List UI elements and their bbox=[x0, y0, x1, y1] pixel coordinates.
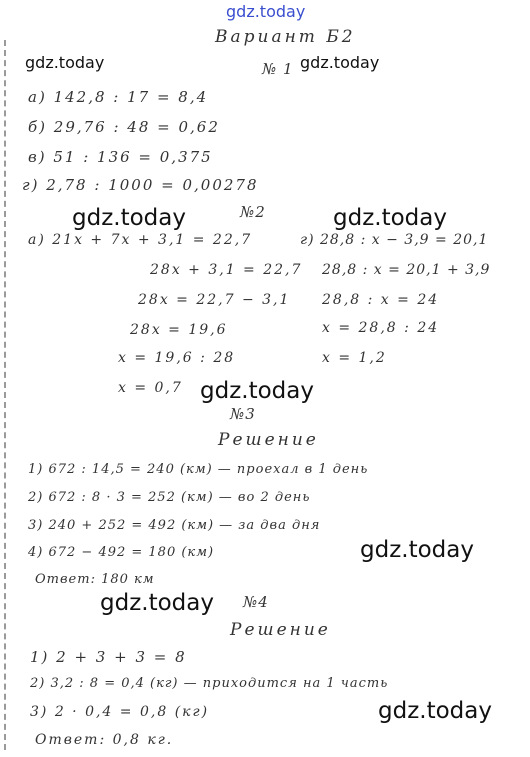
task1-line-c: в) 51 : 136 = 0,375 bbox=[28, 148, 213, 166]
task4-line-2: 2) 3,2 : 8 = 0,4 (кг) — приходится на 1 часть bbox=[30, 676, 389, 691]
task2-left-line-4: 28x = 19,6 bbox=[130, 322, 228, 338]
task3-number: №3 bbox=[230, 405, 256, 423]
watermark-4: gdz.today bbox=[333, 205, 447, 231]
task2-right-line-4: x = 28,8 : 24 bbox=[322, 320, 440, 336]
task4-heading: Решение bbox=[230, 620, 331, 640]
watermark-8: gdz.today bbox=[378, 698, 492, 724]
task3-heading: Решение bbox=[218, 430, 319, 450]
task1-line-d: г) 2,78 : 1000 = 0,00278 bbox=[22, 176, 259, 194]
task3-line-1: 1) 672 : 14,5 = 240 (км) — проехал в 1 день bbox=[28, 462, 369, 477]
task2-left-line-5: x = 19,6 : 28 bbox=[118, 350, 236, 366]
task2-right-line-5: x = 1,2 bbox=[322, 350, 387, 366]
task2-left-line-6: x = 0,7 bbox=[118, 380, 183, 396]
task4-line-3: 3) 2 · 0,4 = 0,8 (кг) bbox=[30, 704, 210, 720]
task2-left-line-2: 28x + 3,1 = 22,7 bbox=[150, 262, 303, 278]
watermark-5: gdz.today bbox=[200, 378, 314, 404]
watermark-7: gdz.today bbox=[100, 590, 214, 616]
task2-left-line-1: а) 21x + 7x + 3,1 = 22,7 bbox=[28, 232, 253, 248]
task4-answer: Ответ: 0,8 кг. bbox=[35, 732, 174, 748]
watermark-3: gdz.today bbox=[72, 205, 186, 231]
task1-number: № 1 bbox=[262, 60, 294, 78]
watermark-1: gdz.today bbox=[25, 53, 105, 72]
task2-right-line-2: 28,8 : x = 20,1 + 3,9 bbox=[322, 262, 491, 278]
watermark-top: gdz.today bbox=[226, 2, 306, 21]
task2-number: №2 bbox=[240, 203, 266, 221]
task3-line-3: 3) 240 + 252 = 492 (км) — за два дня bbox=[28, 518, 321, 533]
task2-right-line-1: г) 28,8 : x − 3,9 = 20,1 bbox=[300, 232, 489, 248]
watermark-2: gdz.today bbox=[300, 53, 380, 72]
watermark-6: gdz.today bbox=[360, 537, 474, 563]
task4-line-1: 1) 2 + 3 + 3 = 8 bbox=[30, 648, 187, 666]
task2-right-line-3: 28,8 : x = 24 bbox=[322, 292, 440, 308]
task3-line-2: 2) 672 : 8 · 3 = 252 (км) — во 2 день bbox=[28, 490, 311, 505]
page-edge-divider bbox=[4, 40, 6, 750]
task4-number: №4 bbox=[243, 593, 269, 611]
task3-line-4: 4) 672 − 492 = 180 (км) bbox=[28, 545, 215, 560]
task2-left-line-3: 28x = 22,7 − 3,1 bbox=[138, 292, 291, 308]
variant-title: Вариант Б2 bbox=[215, 27, 356, 47]
task3-answer: Ответ: 180 км bbox=[35, 572, 155, 587]
task1-line-b: б) 29,76 : 48 = 0,62 bbox=[28, 118, 220, 136]
task1-line-a: а) 142,8 : 17 = 8,4 bbox=[28, 88, 209, 106]
